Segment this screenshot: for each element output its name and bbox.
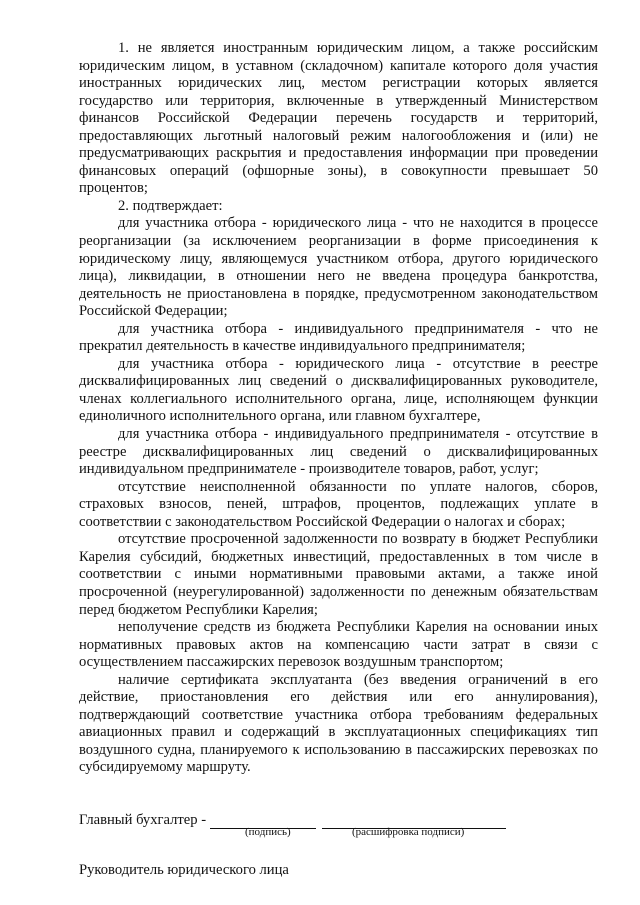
signature-caption: (подпись): [245, 826, 291, 838]
paragraph-no-funding: неполучение средств из бюджета Республики Карелия на основании иных нормативных правовых актов на компенсацию части затрат в связи с осуществлением пассажирских перевозок воздушным транспортом;: [79, 619, 598, 671]
paragraph-tax-obligations: отсутствие неисполненной обязанности по уплате налогов, сборов, страховых взносов, пеней, штрафов, процентов, подлежащих уплате в соответствии с законодательством Российской Федерации о налогах и сборах;: [79, 478, 598, 530]
signature-decoding-caption: (расшифровка подписи): [352, 826, 465, 838]
paragraph-operator-certificate: наличие сертификата эксплуатанта (без введения ограничений в его действие, приостановления его действия или его аннулирования), подтверждающий соответствие участника отбора требованиям федеральных авиационных правил и содержащий в эксплуатационных спецификациях тип воздушного судна, планируемого к использованию в пассажирских перевозках по субсидируемому маршруту.: [79, 671, 598, 776]
paragraph-legal-entity-disqualification: для участника отбора - юридического лица - отсутствие в реестре дисквалифицированных лиц сведений о дисквалифицированных руководителе, членах коллегиального исполнительного органа, лице, исполняющем функции единоличного исполнительного органа, или главном бухгалтере,: [79, 355, 598, 425]
head-of-entity-label: Руководитель юридического лица: [79, 862, 289, 878]
chief-accountant-signature-row: [79, 812, 599, 829]
document-body: [79, 40, 598, 777]
paragraph-budget-debt: отсутствие просроченной задолженности по возврату в бюджет Республики Карелия субсидий, бюджетных инвестиций, предоставленных в том числе в соответствии с иными нормативными правовыми актами, а также иной просроченной (неурегулированной) задолженности по денежным обязательствам перед бюджетом Республики Карелия;: [79, 531, 598, 618]
paragraph-item-1: 1. не является иностранным юридическим лицом, а также российским юридическим лицом, в уставном (складочном) капитале которого доля участия иностранных юридических лиц, местом регистрации которых является государство или территория, включенные в утвержденный Министерством финансов Российской Федерации перечень государств и территорий, предоставляющих льготный налоговый режим налогообложения и (или) не предусматривающих раскрытия и предоставления информации при проведении финансовых операций (офшорные зоны), в совокупности превышает 50 процентов;: [79, 40, 598, 197]
paragraph-legal-entity-status: для участника отбора - юридического лица - что не находится в процессе реорганизации (за исключением реорганизации в форме присоединения к юридическому лицу, являющемуся участником отбора, другого юридического лица), ликвидации, в отношении него не введена процедура банкротства, деятельность не приостановлена в порядке, предусмотренном законодательством Российской Федерации;: [79, 215, 598, 320]
chief-accountant-label: Главный бухгалтер -: [79, 812, 207, 828]
paragraph-item-2: 2. подтверждает:: [118, 197, 223, 214]
paragraph-entrepreneur-status: для участника отбора - индивидуального предпринимателя - что не прекратил деятельность в качестве индивидуального предпринимателя;: [79, 320, 598, 355]
paragraph-entrepreneur-disqualification: для участника отбора - индивидуального предпринимателя - отсутствие в реестре дисквалифицированных лиц сведений о дисквалифицированных индивидуальном предпринимателе - производителе товаров, работ, услуг;: [79, 426, 598, 478]
